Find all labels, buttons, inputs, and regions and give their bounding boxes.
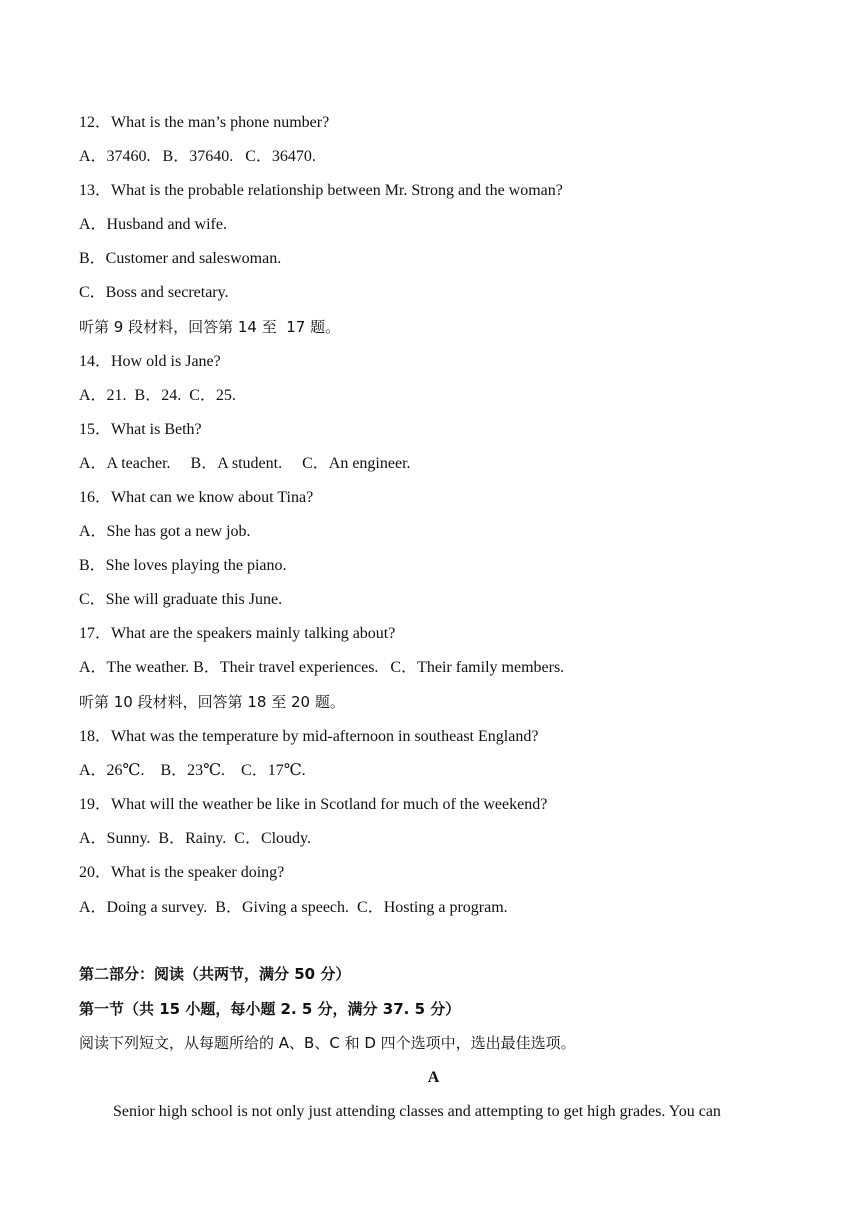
reading-section-title: 第一节（共 15 小题，每小题 2. 5 分，满分 37. 5 分） <box>79 1000 461 1018</box>
q19-stem: 19．What will the weather be like in Scotland for much of the weekend? <box>79 796 548 813</box>
passage-label: A <box>427 1069 440 1086</box>
passage-first-line: Senior high school is not only just attending classes and attempting to get high grades. You can <box>113 1103 721 1120</box>
q17-stem: 17．What are the speakers mainly talking about? <box>79 625 396 642</box>
q13-option-a: A．Husband and wife. <box>79 216 227 233</box>
q19-options: A．Sunny. B．Rainy. C．Cloudy. <box>79 830 312 847</box>
q16-option-a: A．She has got a new job. <box>79 523 251 540</box>
section-10-instruction: 听第 10 段材料，回答第 18 至 20 题。 <box>79 693 345 711</box>
reading-instruction: 阅读下列短文，从每题所给的 A、B、C 和 D 四个选项中，选出最佳选项。 <box>79 1034 576 1052</box>
q12-stem: 12．What is the man’s phone number? <box>79 114 330 131</box>
q15-options: A．A teacher. B．A student. C．An engineer. <box>79 455 411 472</box>
q20-stem: 20．What is the speaker doing? <box>79 864 285 881</box>
q13-stem: 13．What is the probable relationship between Mr. Strong and the woman? <box>79 182 563 199</box>
q16-stem: 16．What can we know about Tina? <box>79 489 314 506</box>
q20-options: A．Doing a survey. B．Giving a speech. C．Hosting a program. <box>79 899 508 916</box>
q16-option-b: B．She loves playing the piano. <box>79 557 287 574</box>
q18-options: A．26℃. B．23℃. C．17℃. <box>79 762 306 779</box>
q14-options: A．21. B．24. C．25. <box>79 387 236 404</box>
q13-option-b: B．Customer and saleswoman. <box>79 250 282 267</box>
reading-part-title: 第二部分：阅读（共两节，满分 50 分） <box>79 965 351 983</box>
section-9-instruction: 听第 9 段材料，回答第 14 至 17 题。 <box>79 318 341 336</box>
q17-options: A．The weather. B．Their travel experiences. C．Their family members. <box>79 659 565 676</box>
q15-stem: 15．What is Beth? <box>79 421 202 438</box>
q18-stem: 18．What was the temperature by mid-afternoon in southeast England? <box>79 728 539 745</box>
q13-option-c: C．Boss and secretary. <box>79 284 229 301</box>
q16-option-c: C．She will graduate this June. <box>79 591 283 608</box>
q12-options: A．37460. B．37640. C．36470. <box>79 148 316 165</box>
q14-stem: 14．How old is Jane? <box>79 353 221 370</box>
